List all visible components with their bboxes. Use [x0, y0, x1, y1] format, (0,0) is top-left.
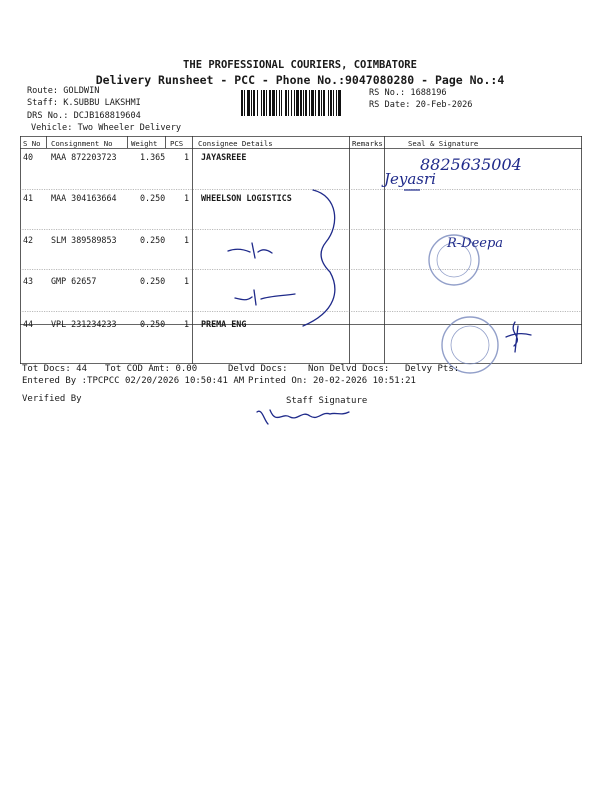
row-sno: 40 — [23, 152, 34, 162]
row-consignee: WHEELSON LOGISTICS — [201, 193, 292, 203]
row-sno: 44 — [23, 319, 34, 329]
row-weight: 0.250 — [140, 193, 166, 203]
row-pcs: 1 — [184, 193, 190, 203]
vehicle-info: Vehicle: Two Wheeler Delivery — [31, 123, 182, 133]
row-consignee: PREMA ENG — [201, 319, 247, 329]
col-header-seal: Seal & Signature — [408, 139, 479, 148]
col-header-consignment: Consignment No — [51, 139, 113, 148]
row-weight: 0.250 — [140, 276, 166, 286]
entered-by: Entered By :TPCPCC 02/20/2026 10:50:41 AM — [22, 376, 245, 386]
row-consignment: SLM 389589853 — [51, 235, 117, 245]
handwritten-name-row40: Jeyasri — [384, 170, 436, 188]
col-header-remarks: Remarks — [352, 139, 383, 148]
drs-number: DRS No.: DCJB168819604 — [27, 111, 141, 121]
staff-signature-label: Staff Signature — [286, 396, 368, 406]
handwritten-name-row42: R-Deepa — [447, 236, 504, 251]
verified-by-label: Verified By — [22, 394, 82, 404]
document-subtitle: Delivery Runsheet - PCC - Phone No.:9047080280 - Page No.:4 — [95, 73, 505, 87]
bracket-mark — [303, 190, 335, 326]
row-sno: 41 — [23, 193, 34, 203]
rs-date: RS Date: 20-Feb-2026 — [369, 100, 473, 110]
row-weight: 0.250 — [140, 235, 166, 245]
row-pcs: 1 — [184, 319, 190, 329]
row-pcs: 1 — [184, 276, 190, 286]
col-header-weight: Weight — [131, 139, 158, 148]
row-consignee: JAYASREEE — [201, 152, 247, 162]
document-title: THE PROFESSIONAL COURIERS, COIMBATORE — [183, 59, 417, 71]
staff-info: Staff: K.SUBBU LAKSHMI — [27, 98, 141, 108]
route-info: Route: GOLDWIN — [27, 86, 100, 96]
scribble-row42 — [228, 243, 272, 258]
rs-number: RS No.: 1688196 — [369, 88, 447, 98]
row-sno: 43 — [23, 276, 34, 286]
scribble-row43 — [235, 290, 295, 305]
total-docs: Tot Docs: 44 — [22, 364, 88, 374]
non-delivered-docs: Non Delvd Docs: — [308, 364, 390, 374]
row-consignment: MAA 304163664 — [51, 193, 117, 203]
handwritten-phone: 8825635004 — [420, 155, 522, 174]
row-consignment: GMP 62657 — [51, 276, 97, 286]
row-pcs: 1 — [184, 235, 190, 245]
row-pcs: 1 — [184, 152, 190, 162]
row-sno: 42 — [23, 235, 34, 245]
col-header-sno: S No — [23, 139, 41, 148]
row-weight: 0.250 — [140, 319, 166, 329]
delivered-docs: Delvd Docs: — [228, 364, 288, 374]
row-consignment: MAA 872203723 — [51, 152, 117, 162]
delivery-points: Delvy Pts: — [405, 364, 460, 374]
col-header-consignee: Consignee Details — [198, 139, 273, 148]
signature-row44 — [506, 322, 531, 352]
printed-on: Printed On: 20-02-2026 10:51:21 — [248, 376, 416, 386]
total-cod-amount: Tot COD Amt: 0.00 — [105, 364, 198, 374]
row-consignment: VPL 231234233 — [51, 319, 117, 329]
staff-signature-scrawl — [257, 410, 349, 424]
row-weight: 1.365 — [140, 152, 166, 162]
col-header-pcs: PCS — [170, 139, 184, 148]
